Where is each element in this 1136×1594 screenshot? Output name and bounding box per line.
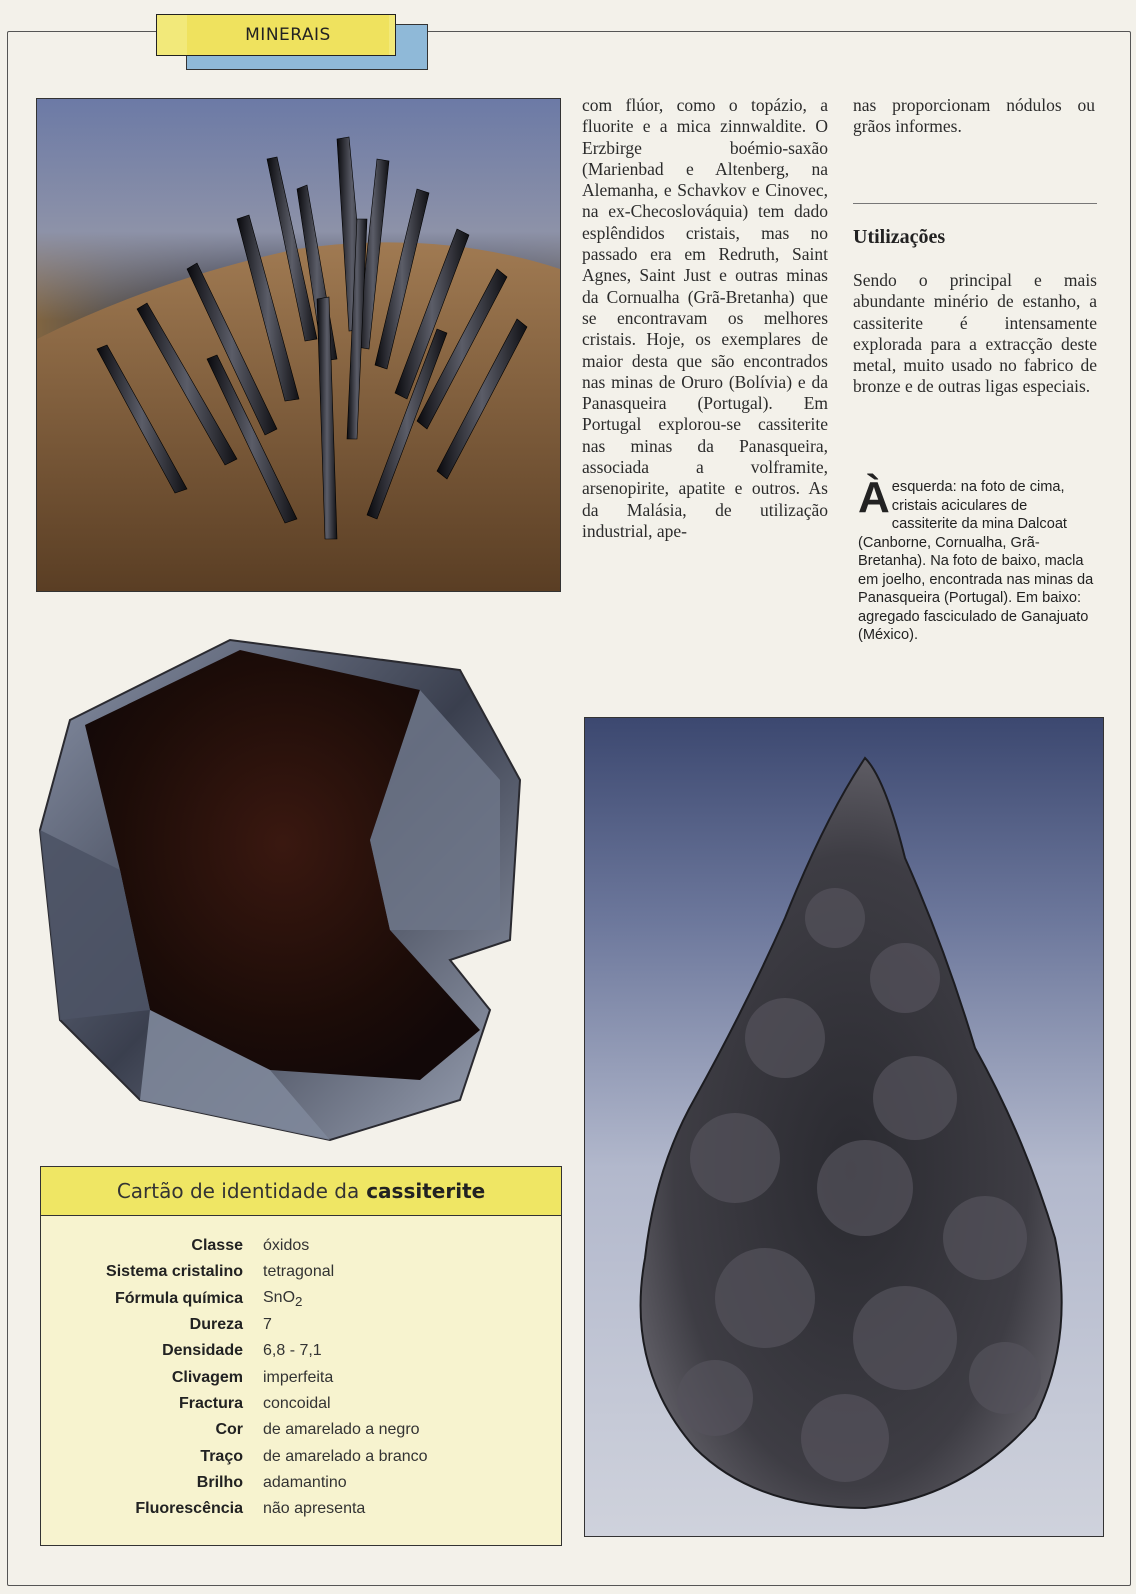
photo-acicular-crystals — [36, 98, 561, 592]
card-row — [41, 1259, 561, 1285]
identity-card-rows — [41, 1233, 561, 1522]
photo-twin-crystal — [30, 630, 530, 1142]
identity-card-title-mineral: cassiterite — [366, 1179, 486, 1203]
card-row — [41, 1286, 561, 1312]
card-row — [41, 1364, 561, 1390]
card-row-value: não apresenta — [263, 1500, 366, 1518]
identity-card — [40, 1166, 562, 1546]
card-row-value: concoidal — [263, 1394, 331, 1412]
body-text-column-2: nas proporcionam nódulos ou grãos informes. — [853, 95, 1095, 137]
card-row-value — [263, 1289, 302, 1309]
usage-text: Sendo o principal e mais abundante minério de estanho, a cassiterite é intensamente explorada para a extracção deste metal, muito usado no fabrico de bronze e de outras ligas especiais. — [853, 270, 1097, 397]
formula-base: SnO — [263, 1288, 296, 1306]
photo-fasciculated-aggregate — [584, 717, 1104, 1537]
card-row — [41, 1338, 561, 1364]
card-row — [41, 1496, 561, 1522]
section-divider — [853, 203, 1097, 204]
section-tab-label: MINERAIS — [187, 15, 389, 55]
card-row-key: Sistema cristalino — [106, 1263, 243, 1281]
section-tab — [156, 14, 396, 56]
card-row-value: tetragonal — [263, 1263, 335, 1281]
card-row-key: Traço — [200, 1447, 243, 1465]
card-row-value: 7 — [263, 1316, 272, 1334]
aggregate-drawing — [585, 718, 1103, 1536]
caption-dropcap: À — [858, 473, 890, 522]
card-row — [41, 1470, 561, 1496]
card-row-key: Densidade — [162, 1342, 243, 1360]
card-row — [41, 1391, 561, 1417]
card-row-value: imperfeita — [263, 1368, 334, 1386]
card-row-value: de amarelado a branco — [263, 1447, 428, 1465]
card-row-key: Cor — [215, 1421, 243, 1439]
card-row-value: 6,8 - 7,1 — [263, 1342, 322, 1360]
body-text-column-1: com flúor, como o topázio, a fluorite e a mica zinnwaldite. O Erzbirge boémio-saxão (Marienbad e Altenberg, na Alemanha, e Schavkov e Cinovec, na ex-Checoslováquia) tem dado esplêndidos cristais, mas no passado era em Redruth, Saint Agnes, Saint Just e outras minas da Cornualha (Grã-Bretanha) que se encontravam os melhores cristais. Hoje, os exemplares de maior desta que são encontrados nas minas de Oruro (Bolívia) e da Panasqueira (Portugal). Em Portugal explorou-se cassiterite nas minas da Panasqueira, associada a volframite, arsenopirite, apatite e outros. As da Malásia, de utilização industrial, ape- — [582, 95, 828, 541]
twin-crystal-drawing — [30, 630, 530, 1142]
card-row — [41, 1312, 561, 1338]
usage-heading: Utilizações — [853, 226, 946, 248]
card-row — [41, 1443, 561, 1469]
card-row-key: Fluorescência — [135, 1500, 243, 1518]
card-row — [41, 1417, 561, 1443]
card-row-key: Dureza — [189, 1316, 243, 1334]
card-row-value: adamantino — [263, 1473, 347, 1491]
card-row-key: Fórmula química — [114, 1289, 243, 1307]
caption-text: esquerda: na foto de cima, cristais aciculares de cassiterite da mina Dalcoat (Canborne, Cornualha, Grã-Bretanha). Na foto de baixo, macla em joelho, encontrada nas minas da Panasqueira (Portugal). Em baixo: agregado fasciculado de Ganajuato (México). — [858, 479, 1094, 643]
card-row — [41, 1233, 561, 1259]
card-row-key: Brilho — [196, 1473, 243, 1491]
card-row-key: Classe — [191, 1237, 243, 1255]
crystal-cluster-drawing — [37, 99, 560, 591]
identity-card-title — [41, 1167, 561, 1216]
identity-card-title-prefix: Cartão de identidade da — [116, 1179, 360, 1203]
card-row-key: Fractura — [178, 1394, 243, 1412]
formula-subscript: 2 — [295, 1293, 303, 1309]
card-row-value: de amarelado a negro — [263, 1421, 420, 1439]
card-row-value: óxidos — [263, 1237, 310, 1255]
photo-caption — [858, 473, 1096, 645]
card-row-key: Clivagem — [171, 1368, 243, 1386]
